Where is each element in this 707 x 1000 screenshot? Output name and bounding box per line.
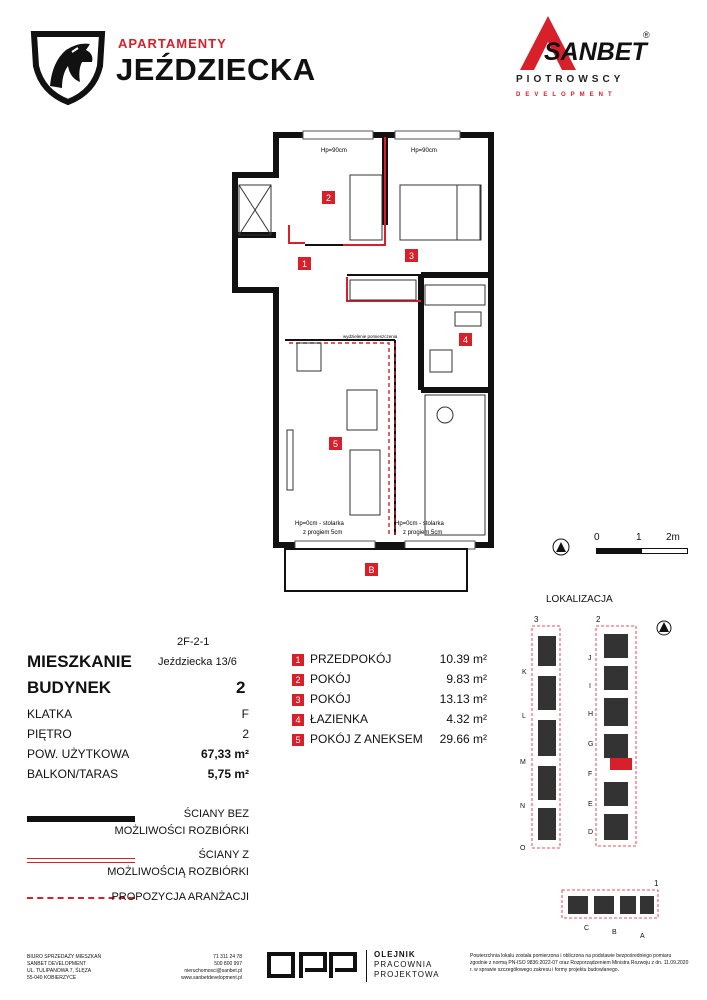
- room-area: 9.83 m²: [446, 672, 487, 686]
- scale-bar: [552, 530, 692, 560]
- phone-1: 71 311 24 78: [213, 954, 242, 960]
- info-label: PIĘTRO: [27, 727, 72, 741]
- rooms-list: [292, 652, 487, 752]
- room-marks: [298, 191, 472, 576]
- staircase-l: L: [522, 713, 526, 720]
- room-mark-1: 1: [301, 259, 308, 269]
- olejnik-1: OLEJNIK: [374, 950, 416, 959]
- website: www.sanbetdevelopment.pl: [181, 975, 242, 981]
- staircase-m: M: [520, 759, 526, 766]
- staircase-e: E: [588, 801, 593, 808]
- project-logo: [28, 26, 328, 106]
- office-line: SANBET DEVELOPMENT: [27, 961, 87, 967]
- hp-bottom-right-2: z progiem 5cm: [403, 530, 443, 536]
- room-name: ŁAZIENKA: [310, 712, 369, 726]
- location-compass-icon: [657, 621, 671, 635]
- legend-proposal: PROPOZYCJA ARANŻACJI: [111, 891, 249, 903]
- legend-removable-2: MOŻLIWOŚCIĄ ROZBIÓRKI: [107, 866, 249, 878]
- budynek-label: BUDYNEK: [27, 678, 112, 697]
- developer-logo: [500, 14, 680, 104]
- disclaimer: Powierzchnia lokalu została pomierzona i obliczona na podstawie bezpośredniego pomiaru zgodnie z normą PN-ISO 9836:2022-07 oraz Rozporządzeniem Ministra Rozwoju z dn. 11.09.2020 r. w sprawie szczegółowego zakresu i formy projektu budowlanego.: [470, 953, 689, 973]
- room-mark-5: 5: [332, 439, 339, 449]
- staircase-k: K: [522, 669, 527, 676]
- staircase-o: O: [520, 845, 526, 852]
- room-area: 29.66 m²: [439, 732, 487, 746]
- room-row: [292, 672, 487, 692]
- legend-fixed-1: ŚCIANY BEZ: [183, 808, 249, 820]
- info-value: 2: [242, 727, 249, 741]
- room-badge: 1: [292, 654, 304, 666]
- compass-icon: [552, 538, 570, 556]
- building-2-label: 2: [596, 615, 601, 624]
- location-title: LOKALIZACJA: [546, 594, 613, 605]
- hp-bottom-left-1: Hp=0cm - stolarka: [295, 521, 344, 527]
- phone-2: 500 800 997: [214, 961, 242, 967]
- room-mark-4: 4: [462, 335, 469, 345]
- room-row: [292, 712, 487, 732]
- highlighted-staircase: [610, 758, 632, 770]
- hp-right-label: Hp=90cm: [411, 148, 437, 154]
- scale-1: 1: [636, 532, 642, 543]
- room-badge: 5: [292, 734, 304, 746]
- olejnik-logo: [374, 950, 440, 980]
- staircase-c: C: [584, 925, 590, 932]
- building-1-label: 1: [654, 879, 659, 888]
- horse-shield-icon: [28, 26, 108, 106]
- office-line: UL. TULIPANOWA 7, ŚLĘZA: [27, 968, 92, 974]
- brand-top: APARTAMENTY: [118, 36, 227, 51]
- room-area: 13.13 m²: [439, 692, 487, 706]
- contact-info: [142, 954, 242, 982]
- room-name: PRZEDPOKÓJ: [310, 652, 392, 666]
- staircase-a: A: [640, 933, 645, 940]
- developer-sub: PIOTROWSCY: [516, 74, 625, 85]
- room-area: 10.39 m²: [439, 652, 487, 666]
- office-line: BIURO SPRZEDAŻY MIESZKAŃ: [27, 954, 102, 960]
- scale-0: 0: [594, 532, 600, 543]
- room-badge: 2: [292, 674, 304, 686]
- staircase-i: I: [589, 683, 591, 690]
- room-name: POKÓJ: [310, 672, 351, 686]
- room-name: POKÓJ Z ANEKSEM: [310, 732, 423, 746]
- note-window: wydzielenie pomieszczenia: [343, 334, 398, 339]
- info-label: BALKON/TARAS: [27, 767, 119, 781]
- brand-main: JEŹDZIECKA: [116, 52, 316, 87]
- room-badge: 4: [292, 714, 304, 726]
- office-line: 55-040 KOBIERZYCE: [27, 975, 77, 981]
- info-label: POW. UŻYTKOWA: [27, 747, 130, 761]
- registered-mark: ®: [643, 30, 650, 40]
- balcony-mark: B: [368, 565, 375, 575]
- developer-name: SANBET: [544, 38, 647, 66]
- olejnik-2: PRACOWNIA: [374, 960, 433, 969]
- hp-bottom-left-2: z progiem 5cm: [303, 530, 343, 536]
- room-name: POKÓJ: [310, 692, 351, 706]
- room-row: [292, 692, 487, 712]
- scale-2: 2m: [666, 532, 680, 543]
- olejnik-3: PROJEKTOWA: [374, 970, 440, 979]
- staircase-b: B: [612, 929, 617, 936]
- room-badge: 3: [292, 694, 304, 706]
- staircase-h: H: [588, 711, 594, 718]
- room-mark-3: 3: [408, 251, 415, 261]
- room-row: [292, 652, 487, 672]
- staircase-g: G: [588, 741, 594, 748]
- mieszkanie-label: MIESZKANIE: [27, 652, 132, 671]
- thin-walls: [285, 225, 421, 535]
- legend-removable-1: ŚCIANY Z: [198, 849, 249, 861]
- developer-tag: DEVELOPMENT: [516, 92, 617, 98]
- room-mark-2: 2: [325, 193, 332, 203]
- staircase-j: J: [588, 655, 592, 662]
- staircase-d: D: [588, 829, 594, 836]
- budynek-value: 2: [236, 678, 246, 697]
- sales-office: [27, 954, 157, 982]
- info-value: 5,75 m²: [207, 767, 249, 781]
- email: nieruchomosci@sanbet.pl: [184, 968, 242, 974]
- hp-left-label: Hp=90cm: [321, 148, 347, 154]
- info-rows: [27, 707, 249, 787]
- room-area: 4.32 m²: [446, 712, 487, 726]
- building-3-label: 3: [534, 615, 539, 624]
- room-row: [292, 732, 487, 752]
- legend: [27, 806, 249, 916]
- removable-walls: [289, 137, 421, 301]
- floor-plan: [225, 125, 505, 595]
- info-value: 67,33 m²: [200, 747, 249, 761]
- address: Jeździecka 13/6: [158, 656, 237, 668]
- info-value: F: [241, 707, 249, 721]
- location-map: [508, 610, 698, 950]
- opp-logo-icon: [267, 952, 357, 980]
- hp-bottom-right-1: Hp=0cm - stolarka: [395, 521, 444, 527]
- staircase-n: N: [520, 803, 526, 810]
- unit-code: 2F-2-1: [177, 636, 210, 648]
- legend-fixed-2: MOŻLIWOŚCI ROZBIÓRKI: [114, 825, 249, 837]
- staircase-f: F: [588, 771, 593, 778]
- info-label: KLATKA: [27, 707, 73, 721]
